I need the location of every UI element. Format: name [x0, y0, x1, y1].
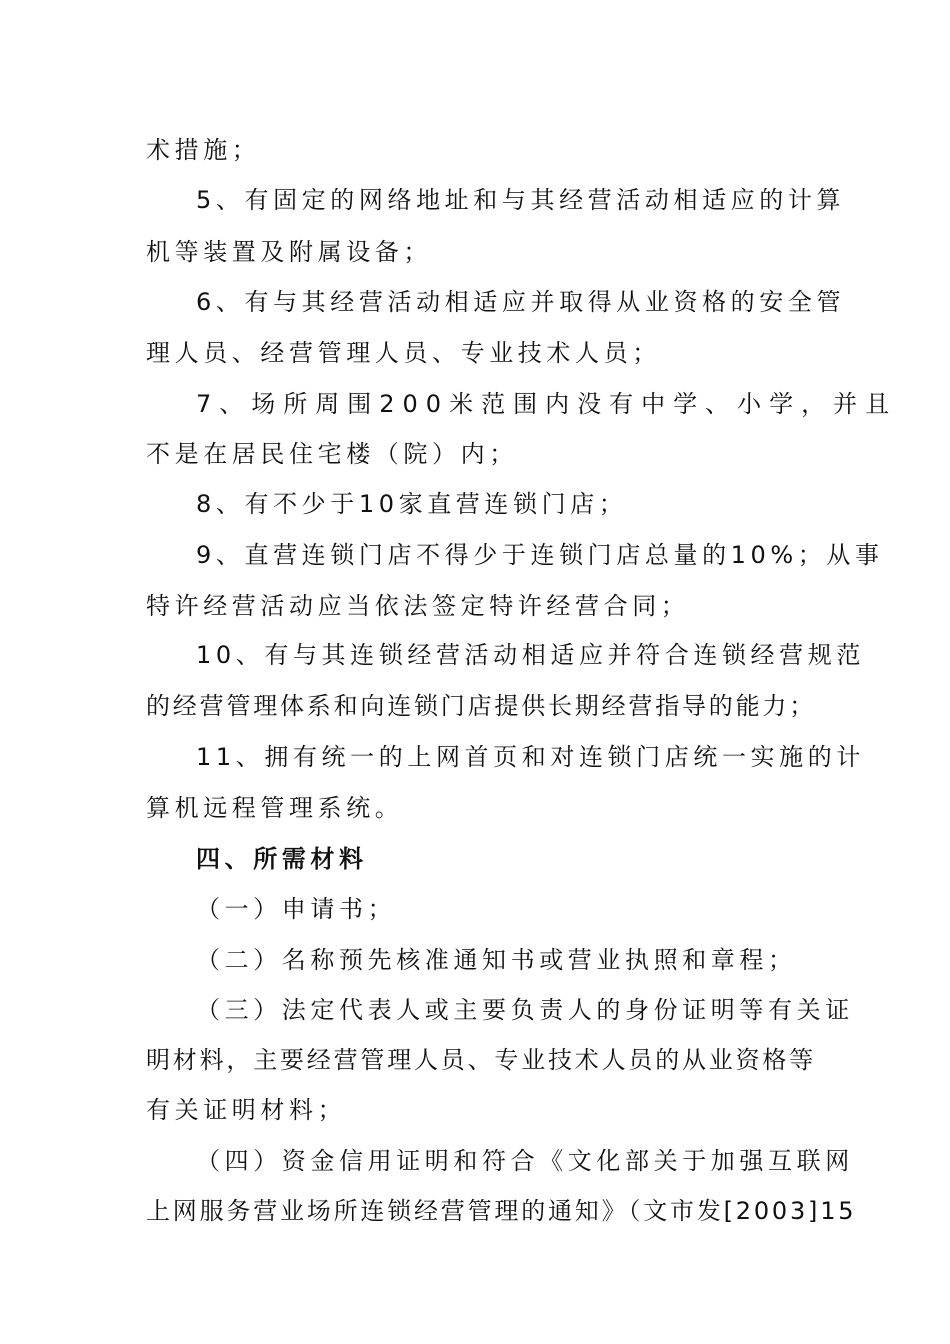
text-line-2: 5、有固定的网络地址和与其经营活动相适应的计算 — [196, 186, 846, 214]
text-line-3: 机等装置及附属设备； — [146, 238, 432, 266]
text-line-9: 9、直营连锁门店不得少于连锁门店总量的10%；从事 — [196, 541, 884, 569]
text-line-8: 8、有不少于10家直营连锁门店； — [196, 490, 628, 518]
text-line-1: 术措施； — [146, 136, 261, 164]
text-line-21: （四）资金信用证明和符合《文化部关于加强互联网 — [196, 1147, 854, 1175]
text-line-5: 理人员、经营管理人员、专业技术人员； — [146, 339, 661, 367]
section-heading: 四、所需材料 — [196, 845, 368, 873]
text-line-11: 10、有与其连锁经营活动相适应并符合连锁经营规范 — [196, 641, 865, 669]
text-line-16: （一）申请书； — [196, 895, 397, 923]
text-line-22: 上网服务营业场所连锁经营管理的通知》（文市发[2003]15 — [146, 1197, 857, 1225]
text-line-19: 明材料，主要经营管理人员、专业技术人员的从业资格等 — [146, 1046, 816, 1074]
text-line-20: 有关证明材料； — [146, 1096, 347, 1124]
text-line-7: 不是在居民住宅楼（院）内； — [146, 440, 518, 468]
text-line-12: 的经营管理体系和向连锁门店提供长期经营指导的能力； — [146, 692, 816, 720]
text-line-18: （三）法定代表人或主要负责人的身份证明等有关证 — [196, 996, 854, 1024]
text-line-6: 7、场所周围200米范围内没有中学、小学，并且 — [196, 390, 898, 418]
text-line-13: 11、拥有统一的上网首页和对连锁门店统一实施的计 — [196, 743, 865, 771]
text-line-17: （二）名称预先核准通知书或营业执照和章程； — [196, 946, 797, 974]
text-line-4: 6、有与其经营活动相适应并取得从业资格的安全管 — [196, 288, 846, 316]
text-line-14: 算机远程管理系统。 — [146, 794, 404, 822]
text-line-10: 特许经营活动应当依法签定特许经营合同； — [146, 592, 690, 620]
